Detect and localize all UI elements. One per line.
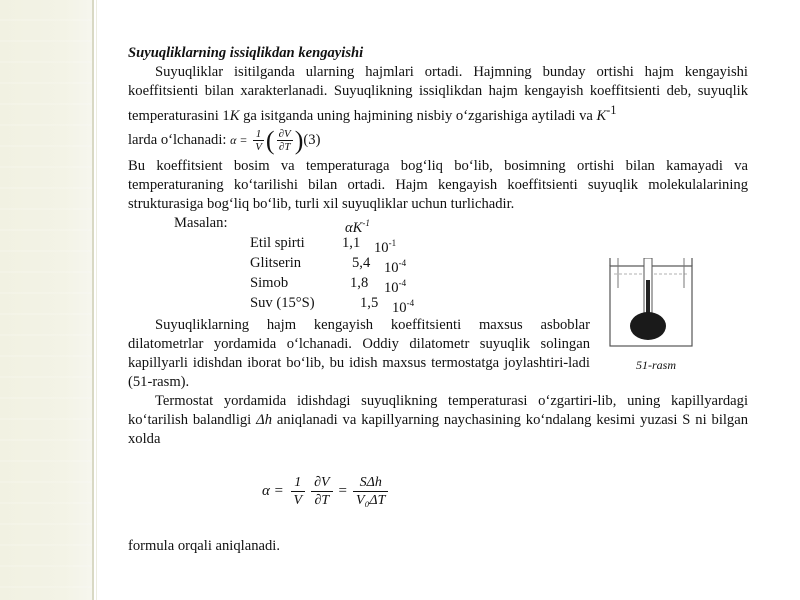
unit-exponent: -1 xyxy=(606,103,617,117)
power-exponent: -1 xyxy=(388,237,397,248)
slide-left-decoration xyxy=(0,0,92,600)
formula-intro: larda o‘lchanadi: xyxy=(128,131,227,148)
table-row xyxy=(128,234,748,254)
formula2-num1: 1 xyxy=(291,474,306,492)
formula2-fraction-3 xyxy=(353,474,388,509)
closing-line: formula orqali aniqlanadi. xyxy=(128,538,280,554)
paragraph-dependence: Bu koeffitsient bosim va temperaturaga bog‘liq bo‘lib, bosimning ortishi bilan kamayadi va temperaturaning ko‘tarilishi bilan ortadi. Hajm kengayish koeffitsienti suyuqlik molekulalarining strukturasiga bog‘liq bo‘lib, turli xil suyuqliklar uchun turlichadir. xyxy=(128,157,748,212)
formula1-label: (3) xyxy=(303,131,321,148)
delta-h-symbol: Δh xyxy=(256,411,272,428)
figure-caption: 51-rasm xyxy=(636,358,677,372)
liquid-name: Etil spirti xyxy=(250,234,305,251)
table-header-row xyxy=(128,214,748,234)
power-exponent: -4 xyxy=(398,277,407,288)
liquid-name: Simob xyxy=(250,274,289,291)
power-exponent: -4 xyxy=(398,257,407,268)
paragraph-termostat xyxy=(128,392,748,449)
formula1-alpha: α = xyxy=(230,132,248,147)
dilatometer-bulb xyxy=(630,312,666,340)
dilatometer-figure xyxy=(606,258,696,350)
formula2-den3: V₀ΔT xyxy=(356,493,386,508)
paragraph-dilatometer: Suyuqliklarning hajm kengayish koeffitsienti maxsus asboblar dilatometrlar yordamida o‘lchanadi. Oddiy dilatometr suyuqlik solingan kapillyarli idishdan iborat bo‘lib, bu idish maxsus termostatga joylashtiri-ladi (51-rasm). xyxy=(128,316,590,390)
formula2-num2: ∂V xyxy=(311,474,332,492)
formula1-denominator: V xyxy=(255,140,262,153)
power-base: 10 xyxy=(392,299,407,316)
formula1-right-paren: ) xyxy=(294,125,304,155)
section-title: Suyuqliklarning issiqlikdan kengayishi xyxy=(128,45,364,61)
coefficient-value: 1,8 xyxy=(350,274,369,291)
formula2-fraction-2 xyxy=(311,474,332,509)
formula2-fraction-1 xyxy=(291,474,306,509)
formula1-partial-num: ∂V xyxy=(278,127,291,140)
paragraph-termostat-cont: aniqlanadi va kapillyarning naychasining ko‘ndalang kesimi yuzasi S ni bilgan xolda xyxy=(128,411,748,447)
power-base: 10 xyxy=(384,259,399,276)
formula-line-1 xyxy=(128,125,748,155)
left-decoration-texture xyxy=(0,0,92,600)
example-label: Masalan: xyxy=(174,214,228,231)
slide-edge-line xyxy=(92,0,94,600)
formula1-partial-den: ∂T xyxy=(278,140,291,153)
coefficient-value: 1,1 xyxy=(342,234,361,251)
slide-edge-line-secondary xyxy=(96,0,97,600)
coefficient-power xyxy=(392,294,414,318)
formula2-den1: V xyxy=(293,493,303,508)
formula2-num3: SΔh xyxy=(353,474,388,492)
paragraph-termostat-text: Termostat yordamida idishdagi suyuqlikning temperaturasi o‘zgartiri-lib, uning kapillyardagi ko‘tarilish balandligi xyxy=(128,392,748,428)
formula1-numerator: 1 xyxy=(253,128,264,141)
paragraph-definition-text: Suyuqliklar isitilganda ularning hajmlari ortadi. Hajmning bunday ortishi hajm kengayishi koeffitsienti bilan xarakterlanadi. Suyuqlikning issiqlikdan hajm kengayish koeffitsienti deb, suyuqlik temperaturasini 1 xyxy=(128,64,748,124)
liquid-name: Glitserin xyxy=(250,254,302,271)
formula1-left-paren: ( xyxy=(265,125,275,155)
power-exponent: -4 xyxy=(406,297,415,308)
slide-content xyxy=(128,44,748,449)
formula2-den2: ∂T xyxy=(314,493,330,508)
liquid-name: Suv (15°S) xyxy=(250,294,315,311)
power-base: 10 xyxy=(374,239,389,256)
formula2-equals: = xyxy=(338,482,348,499)
table-header-text: αK xyxy=(345,219,363,236)
kelvin-symbol: K xyxy=(229,107,240,124)
formula2-alpha: α = xyxy=(262,482,284,499)
paragraph-definition-cont: ga isitganda uning hajmining nisbiy o‘zgarishiga aytiladi va xyxy=(239,107,597,124)
paragraph-definition xyxy=(128,63,748,126)
coefficient-value: 1,5 xyxy=(360,294,379,311)
unit-kelvin: K xyxy=(596,107,607,124)
formula1-partial-fraction xyxy=(277,128,293,153)
formula1-fraction xyxy=(253,128,264,153)
power-base: 10 xyxy=(384,279,399,296)
table-header-exponent: -1 xyxy=(362,217,370,228)
formula-2 xyxy=(262,474,391,509)
coefficient-value: 5,4 xyxy=(352,254,371,271)
